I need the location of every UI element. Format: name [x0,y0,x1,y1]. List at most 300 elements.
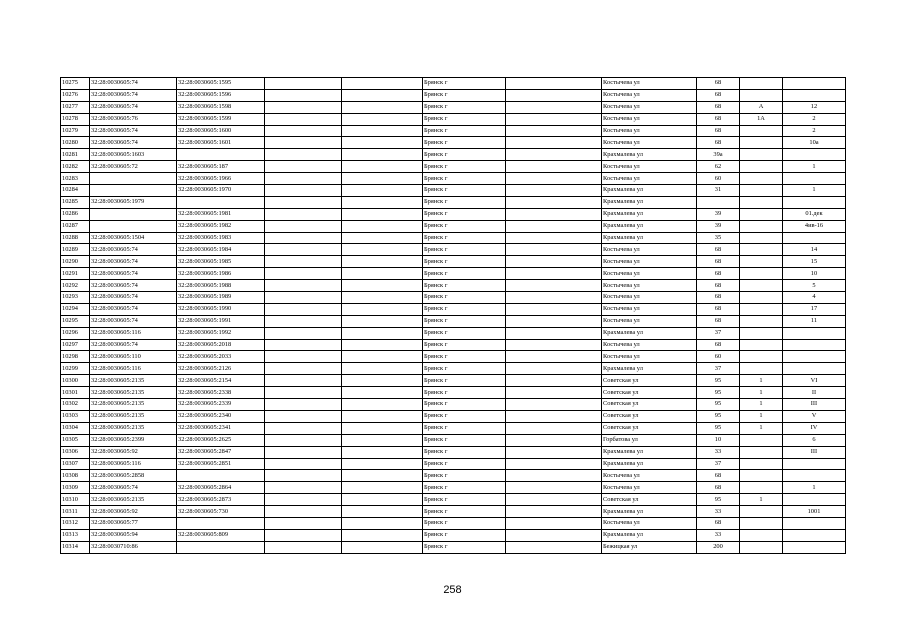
table-cell [265,125,342,137]
table-cell: Брянск г [423,351,506,363]
table-cell: 68 [697,303,740,315]
table-row [61,446,846,458]
table-cell [740,161,783,173]
table-cell [265,506,342,518]
table-cell [342,375,423,387]
table-cell: Брянск г [423,541,506,553]
table-cell: 11 [783,315,846,327]
table-cell: 32:28:0030605:74 [90,280,177,292]
table-cell: 10313 [61,529,90,541]
table-cell [783,327,846,339]
table-cell: 32:28:0030605:2847 [177,446,265,458]
table-cell: 1 [740,387,783,399]
table-cell: 32:28:0030605:2018 [177,339,265,351]
table-cell: 10278 [61,113,90,125]
table-cell: Костычева ул [602,292,697,304]
table-cell [342,470,423,482]
table-cell: 1 [740,399,783,411]
table-row [61,292,846,304]
table-cell [265,315,342,327]
table-cell: 39 [697,220,740,232]
table-cell [506,185,602,197]
table-cell [342,292,423,304]
table-cell: Костычева ул [602,101,697,113]
table-row [61,363,846,375]
table-cell: 10295 [61,315,90,327]
table-row [61,232,846,244]
page-number: 258 [443,584,462,596]
table-cell [265,422,342,434]
table-cell [265,410,342,422]
table-cell: 32:28:0030605:1988 [177,280,265,292]
table-cell [342,541,423,553]
table-cell: 10 [697,434,740,446]
table-cell [740,173,783,185]
table-cell [740,125,783,137]
table-cell [740,78,783,90]
table-cell: 1 [783,482,846,494]
table-cell [697,196,740,208]
table-cell: Горбатова ул [602,434,697,446]
table-cell: 32:28:0030605:2625 [177,434,265,446]
table-cell: 10277 [61,101,90,113]
table-cell: 32:28:0030605:76 [90,113,177,125]
table-cell: 2 [783,113,846,125]
table-cell [506,422,602,434]
table-cell [740,137,783,149]
table-cell: 10282 [61,161,90,173]
table-cell: 10308 [61,470,90,482]
table-cell [265,339,342,351]
table-cell: Брянск г [423,434,506,446]
table-row [61,399,846,411]
table-cell: 10292 [61,280,90,292]
table-cell: 68 [697,292,740,304]
table-cell [342,137,423,149]
table-cell [740,292,783,304]
table-cell: Советская ул [602,387,697,399]
table-row [61,387,846,399]
table-cell: 32:28:0030605:2873 [177,494,265,506]
table-cell: Советская ул [602,375,697,387]
table-cell [265,78,342,90]
table-cell: 32:28:0030605:809 [177,529,265,541]
table-cell [265,351,342,363]
table-cell: 15 [783,256,846,268]
table-cell [506,137,602,149]
table-cell: 10310 [61,494,90,506]
table-cell [177,149,265,161]
table-cell: Крахмалева ул [602,363,697,375]
table-row [61,529,846,541]
table-row [61,208,846,220]
table-cell: 4 [783,292,846,304]
table-cell [265,458,342,470]
registry-table-body [61,78,846,554]
table-cell [506,244,602,256]
table-cell: 32:28:0030605:2864 [177,482,265,494]
table-cell: 32:28:0030605:74 [90,89,177,101]
table-cell [740,232,783,244]
table-cell: 32:28:0030605:2340 [177,410,265,422]
table-cell: 10304 [61,422,90,434]
table-cell: 32:28:0030605:116 [90,327,177,339]
table-row [61,351,846,363]
table-cell: Брянск г [423,125,506,137]
table-cell [740,280,783,292]
table-cell: 12 [783,101,846,113]
table-cell [740,470,783,482]
table-cell: Крахмалева ул [602,149,697,161]
table-cell: 32:28:0030605:74 [90,268,177,280]
table-cell [506,125,602,137]
table-cell: 32:28:0030605:2851 [177,458,265,470]
table-cell [342,196,423,208]
table-cell: III [783,399,846,411]
table-cell [342,339,423,351]
table-cell [740,303,783,315]
table-cell: 10301 [61,387,90,399]
table-cell: 32:28:0030605:1989 [177,292,265,304]
table-cell: 39 [697,208,740,220]
table-cell: 10293 [61,292,90,304]
table-cell [265,541,342,553]
table-cell: 68 [697,280,740,292]
table-cell: Костычева ул [602,280,697,292]
table-row [61,268,846,280]
table-cell: 200 [697,541,740,553]
table-cell: 32:28:0030605:1596 [177,89,265,101]
table-cell: А [740,101,783,113]
table-cell [342,244,423,256]
table-cell: 1 [740,375,783,387]
table-cell: 32:28:0030605:1601 [177,137,265,149]
table-cell [177,541,265,553]
table-cell: 32:28:0030605:2339 [177,399,265,411]
table-cell [342,363,423,375]
table-cell: 31 [697,185,740,197]
table-cell: 32:28:0030605:74 [90,137,177,149]
table-cell: 32:28:0030605:74 [90,125,177,137]
table-cell: 10290 [61,256,90,268]
table-cell: 95 [697,422,740,434]
table-cell [265,208,342,220]
table-cell: 5 [783,280,846,292]
table-cell: 60 [697,351,740,363]
table-cell: Костычева ул [602,244,697,256]
table-cell [740,529,783,541]
table-cell [506,327,602,339]
table-cell: Брянск г [423,482,506,494]
table-cell: 95 [697,375,740,387]
table-cell: Костычева ул [602,125,697,137]
table-cell: 10314 [61,541,90,553]
table-row [61,149,846,161]
table-cell [783,470,846,482]
table-cell: Советская ул [602,422,697,434]
table-cell: 10288 [61,232,90,244]
table-cell: 32:28:0030605:1984 [177,244,265,256]
table-row [61,541,846,553]
table-cell [342,113,423,125]
table-cell [740,339,783,351]
table-cell [740,482,783,494]
table-cell [506,173,602,185]
table-row [61,101,846,113]
table-cell [342,232,423,244]
table-cell [265,292,342,304]
table-cell: 32:28:0030605:1986 [177,268,265,280]
table-row [61,89,846,101]
table-cell: Брянск г [423,327,506,339]
table-cell: Брянск г [423,280,506,292]
table-cell: 4ив-16 [783,220,846,232]
table-cell: 10285 [61,196,90,208]
table-cell [506,303,602,315]
table-cell [506,196,602,208]
table-cell: Советская ул [602,494,697,506]
table-cell [506,517,602,529]
table-cell: 32:28:0030605:74 [90,315,177,327]
table-cell [506,232,602,244]
table-cell: Крахмалева ул [602,529,697,541]
table-cell [342,529,423,541]
table-cell: Костычева ул [602,137,697,149]
table-cell [342,387,423,399]
table-cell [265,280,342,292]
table-cell: 37 [697,327,740,339]
table-cell [783,529,846,541]
table-cell: Костычева ул [602,78,697,90]
table-cell: Брянск г [423,422,506,434]
table-cell: Брянск г [423,494,506,506]
table-cell: Крахмалева ул [602,196,697,208]
table-cell: Костычева ул [602,339,697,351]
table-cell: 10311 [61,506,90,518]
table-cell: 68 [697,482,740,494]
table-row [61,458,846,470]
table-cell: 32:28:0030605:74 [90,292,177,304]
table-row [61,185,846,197]
table-cell: Костычева ул [602,303,697,315]
table-cell: Брянск г [423,458,506,470]
table-cell: V [783,410,846,422]
table-cell: 1А [740,113,783,125]
table-cell [783,78,846,90]
table-cell: 32:28:0030605:1599 [177,113,265,125]
table-cell [342,268,423,280]
table-cell [90,208,177,220]
table-cell: Брянск г [423,196,506,208]
table-cell [740,351,783,363]
table-cell: 10297 [61,339,90,351]
table-row [61,517,846,529]
table-cell: 32:28:0030605:1982 [177,220,265,232]
table-cell: Костычева ул [602,351,697,363]
table-cell [342,410,423,422]
table-cell [783,339,846,351]
table-cell [90,185,177,197]
table-cell: Советская ул [602,399,697,411]
table-cell [740,220,783,232]
table-cell [342,303,423,315]
table-cell: 32:28:0030605:74 [90,482,177,494]
table-cell: Брянск г [423,387,506,399]
table-cell: Брянск г [423,470,506,482]
table-cell: 32:28:0030605:116 [90,458,177,470]
table-cell [506,494,602,506]
table-cell: 32:28:0030605:2135 [90,387,177,399]
table-cell: 32:28:0030605:1600 [177,125,265,137]
table-cell: Крахмалева ул [602,220,697,232]
table-cell: Крахмалева ул [602,185,697,197]
table-row [61,494,846,506]
table-cell: 10275 [61,78,90,90]
table-cell [265,89,342,101]
table-row [61,280,846,292]
table-cell: 10291 [61,268,90,280]
table-cell [265,268,342,280]
table-cell [265,196,342,208]
table-cell: 32:28:0030605:2135 [90,410,177,422]
table-cell: 10283 [61,173,90,185]
table-cell: 68 [697,137,740,149]
table-cell: Брянск г [423,363,506,375]
table-cell [342,173,423,185]
table-cell: 68 [697,78,740,90]
table-cell [265,494,342,506]
table-cell: Брянск г [423,244,506,256]
table-cell: 32:28:0030605:74 [90,101,177,113]
table-row [61,339,846,351]
table-cell: VI [783,375,846,387]
table-cell [783,232,846,244]
table-cell [740,256,783,268]
table-cell [506,149,602,161]
table-cell [740,149,783,161]
table-cell: IV [783,422,846,434]
table-cell: 95 [697,399,740,411]
table-cell: Костычева ул [602,256,697,268]
table-cell: 32:28:0030605:1983 [177,232,265,244]
table-cell [506,399,602,411]
table-cell: 10287 [61,220,90,232]
table-cell: 95 [697,410,740,422]
table-cell [740,541,783,553]
table-cell: Брянск г [423,315,506,327]
table-cell: 60 [697,173,740,185]
table-cell [740,208,783,220]
table-cell: Костычева ул [602,470,697,482]
table-cell: 32:28:0030605:2154 [177,375,265,387]
table-cell [265,399,342,411]
table-cell: 32:28:0030605:74 [90,256,177,268]
table-row [61,113,846,125]
table-cell: Крахмалева ул [602,232,697,244]
table-cell [740,244,783,256]
table-cell [342,446,423,458]
table-cell: Брянск г [423,220,506,232]
table-cell: 68 [697,256,740,268]
table-cell: 10276 [61,89,90,101]
table-cell [506,292,602,304]
table-cell: 62 [697,161,740,173]
table-cell: 10303 [61,410,90,422]
table-cell [506,410,602,422]
table-cell [90,220,177,232]
table-cell: 68 [697,470,740,482]
table-cell [265,101,342,113]
table-cell: 32:28:0030605:1979 [90,196,177,208]
table-cell [740,327,783,339]
table-cell: 10294 [61,303,90,315]
table-cell: Брянск г [423,89,506,101]
table-cell: Брянск г [423,113,506,125]
table-cell: 32:28:0030605:2135 [90,494,177,506]
table-cell [740,196,783,208]
table-cell: 33 [697,506,740,518]
table-cell: 32:28:0030605:1598 [177,101,265,113]
table-cell: 33 [697,529,740,541]
table-cell: 10305 [61,434,90,446]
table-cell [506,208,602,220]
table-cell [783,541,846,553]
table-row [61,315,846,327]
table-cell: 10309 [61,482,90,494]
table-cell [265,232,342,244]
table-cell [783,196,846,208]
table-cell: 10300 [61,375,90,387]
table-cell: 68 [697,101,740,113]
table-cell [342,517,423,529]
table-cell: 32:28:0030605:2135 [90,399,177,411]
table-cell: 2 [783,125,846,137]
table-cell [265,161,342,173]
table-cell: Брянск г [423,185,506,197]
table-cell: Брянск г [423,137,506,149]
table-cell: 1 [740,494,783,506]
table-cell [342,208,423,220]
table-cell: Костычева ул [602,482,697,494]
table-cell: 32:28:0030605:110 [90,351,177,363]
table-cell [506,280,602,292]
table-cell [506,220,602,232]
table-cell: Костычева ул [602,161,697,173]
table-cell: Крахмалева ул [602,208,697,220]
table-cell: 14 [783,244,846,256]
table-row [61,470,846,482]
table-cell: 68 [697,268,740,280]
table-cell: 32:28:0030605:2135 [90,422,177,434]
table-cell [342,125,423,137]
table-cell: Брянск г [423,517,506,529]
table-cell: 10299 [61,363,90,375]
registry-table [60,77,846,554]
table-row [61,173,846,185]
table-cell [90,173,177,185]
table-row [61,137,846,149]
table-cell: Брянск г [423,232,506,244]
table-cell [740,506,783,518]
table-row [61,422,846,434]
table-cell [506,529,602,541]
table-cell [740,434,783,446]
table-cell [506,101,602,113]
table-cell: 32:28:0030605:74 [90,303,177,315]
table-cell: Брянск г [423,161,506,173]
table-cell: Костычева ул [602,89,697,101]
table-row [61,161,846,173]
